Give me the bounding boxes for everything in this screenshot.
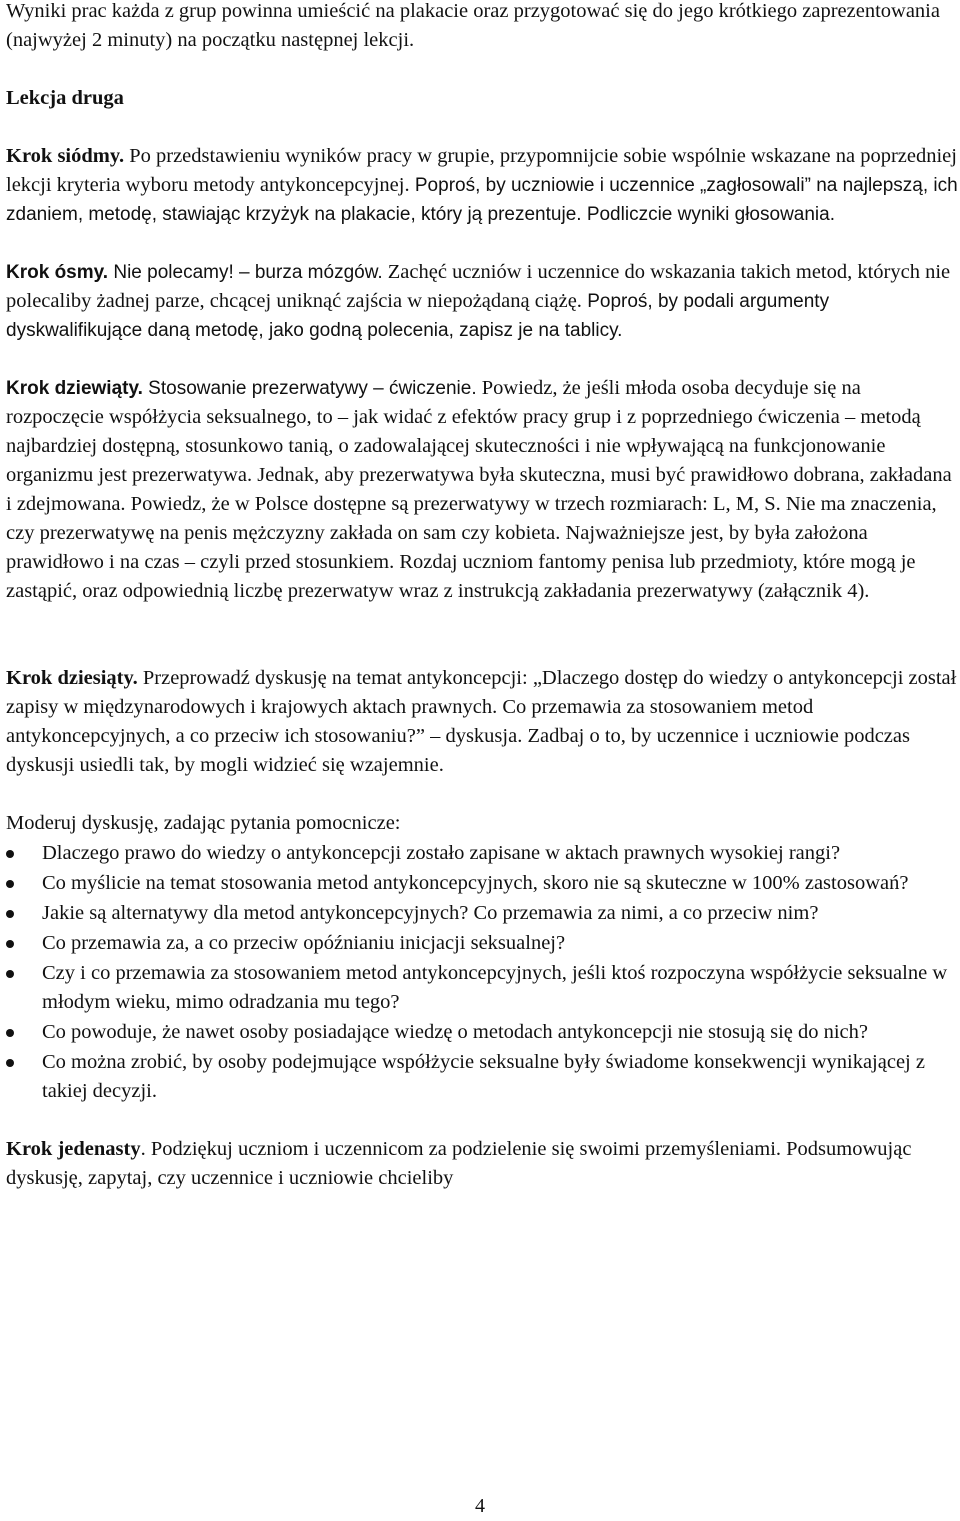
step-eleven-paragraph (6, 1135, 958, 1193)
list-item (6, 869, 958, 898)
document-page (6, 0, 958, 1193)
question-text: Jakie są alternatywy dla metod antykoncepcyjnych? Co przemawia za nimi, a co przeciw nim? (42, 902, 819, 924)
list-item (6, 929, 958, 958)
bullet-icon (6, 850, 14, 858)
step-seven-instruction: Poproś, by uczniowie i uczennice „zagłosowali” na najlepszą, ich zdaniem, metodę, stawiając krzyżyk na plakacie, który ją prezentuje. Podliczcie wyniki głosowania. (6, 175, 958, 225)
intro-paragraph (6, 0, 958, 55)
list-item (6, 1018, 958, 1047)
page-number: 4 (475, 1495, 485, 1517)
step-nine-label: Krok dziewiąty. (6, 378, 143, 399)
step-eight-instruction: Poproś, by podali argumenty dyskwalifikujące daną metodę, jako godną polecenia, zapisz je na tablicy. (6, 291, 830, 341)
list-item (6, 899, 958, 928)
step-nine-text: Powiedz, że jeśli młoda osoba decyduje się na rozpoczęcie współżycia seksualnego, to – jak widać z efektów pracy grup i z poprzedniego ćwiczenia – metodą najbardziej dostępną, stosunkowo tanią, o zadowalającej skuteczności i nie wpływającą na funkcjonowanie organizmu jest prezerwatywa. Jednak, aby prezerwatywa była skuteczna, musi być prawidłowo dobrana, zakładana i zdejmowana. Powiedz, że w Polsce dostępne są prezerwatywy w trzech rozmiarach: L, M, S. Nie ma znaczenia, czy prezerwatywę na penis mężczyzny zakłada on sam czy kobieta. Najważniejsze jest, by była założona prawidłowo i na czas – czyli przed stosunkiem. Rozdaj uczniom fantomy penisa lub przedmioty, które mogą je zastąpić, oraz odpowiednią liczbę prezerwatyw wraz z instrukcją zakładania prezerwatywy (załącznik 4). (6, 377, 952, 602)
bullet-icon (6, 940, 14, 948)
step-eight-text: Zachęć uczniów i uczennice do wskazania takich metod, których nie polecaliby żadnej parze, chcącej uniknąć zajścia w niepożądaną ciążę. (6, 261, 951, 312)
question-text: Czy i co przemawia za stosowaniem metod antykoncepcyjnych, jeśli ktoś rozpoczyna współżycie seksualne w młodym wieku, mimo odradzania mu tego? (42, 962, 948, 1013)
step-nine-paragraph (6, 374, 958, 606)
step-ten-label: Krok dziesiąty. (6, 667, 138, 689)
bullet-icon (6, 910, 14, 918)
step-eight-paragraph (6, 258, 958, 345)
bullet-icon (6, 1029, 14, 1037)
list-item (6, 959, 958, 1017)
step-seven-paragraph (6, 142, 958, 229)
step-seven-text: Po przedstawieniu wyników pracy w grupie, przypomnijcie sobie wspólnie wskazane na poprzedniej lekcji kryteria wyboru metody antykoncepcyjnej. (6, 145, 957, 196)
moderate-intro: Moderuj dyskusję, zadając pytania pomocnicze: (6, 812, 401, 834)
bullet-icon (6, 970, 14, 978)
question-text: Co myślicie na temat stosowania metod antykoncepcyjnych, skoro nie są skuteczne w 100% zastosowań? (42, 872, 909, 894)
step-eight-title: Nie polecamy! – burza mózgów. (108, 262, 383, 283)
step-eight-label: Krok ósmy. (6, 262, 109, 283)
step-nine-title: Stosowanie prezerwatywy – ćwiczenie. (142, 378, 477, 399)
bullet-icon (6, 880, 14, 888)
question-text: Dlaczego prawo do wiedzy o antykoncepcji zostało zapisane w aktach prawnych wysokiej rangi? (42, 842, 841, 864)
list-item (6, 839, 958, 868)
lesson-heading: Lekcja druga (6, 87, 124, 109)
question-list (6, 839, 958, 1106)
step-eleven-label: Krok jedenasty (6, 1138, 141, 1160)
step-eleven-text: . Podziękuj uczniom i uczennicom za podzielenie się swoimi przemyśleniami. Podsumowując dyskusję, zapytaj, czy uczennice i uczniowie chcieliby (6, 1138, 912, 1189)
bullet-icon (6, 1059, 14, 1067)
question-text: Co można zrobić, by osoby podejmujące współżycie seksualne były świadome konsekwencji wynikającej z takiej decyzji. (42, 1051, 925, 1102)
list-item (6, 1048, 958, 1106)
intro-text: Wyniki prac każda z grup powinna umieścić na plakacie oraz przygotować się do jego krótkiego zaprezentowania (najwyżej 2 minuty) na początku następnej lekcji. (6, 0, 940, 51)
question-text: Co powoduje, że nawet osoby posiadające wiedzę o metodach antykoncepcji nie stosują się do nich? (42, 1021, 869, 1043)
question-text: Co przemawia za, a co przeciw opóźnianiu inicjacji seksualnej? (42, 932, 566, 954)
step-ten-paragraph (6, 664, 958, 780)
step-ten-text: Przeprowadź dyskusję na temat antykoncepcji: „Dlaczego dostęp do wiedzy o antykoncepcji został zapisy w międzynarodowych i krajowych aktach prawnych. Co przemawia za stosowaniem metod antykoncepcyjnych, a co przeciw ich stosowaniu?” – dyskusja. Zadbaj o to, by uczennice i uczniowie podczas dyskusji usiedli tak, by mogli widzieć się wzajemnie. (6, 667, 957, 776)
step-seven-label: Krok siódmy. (6, 145, 125, 167)
